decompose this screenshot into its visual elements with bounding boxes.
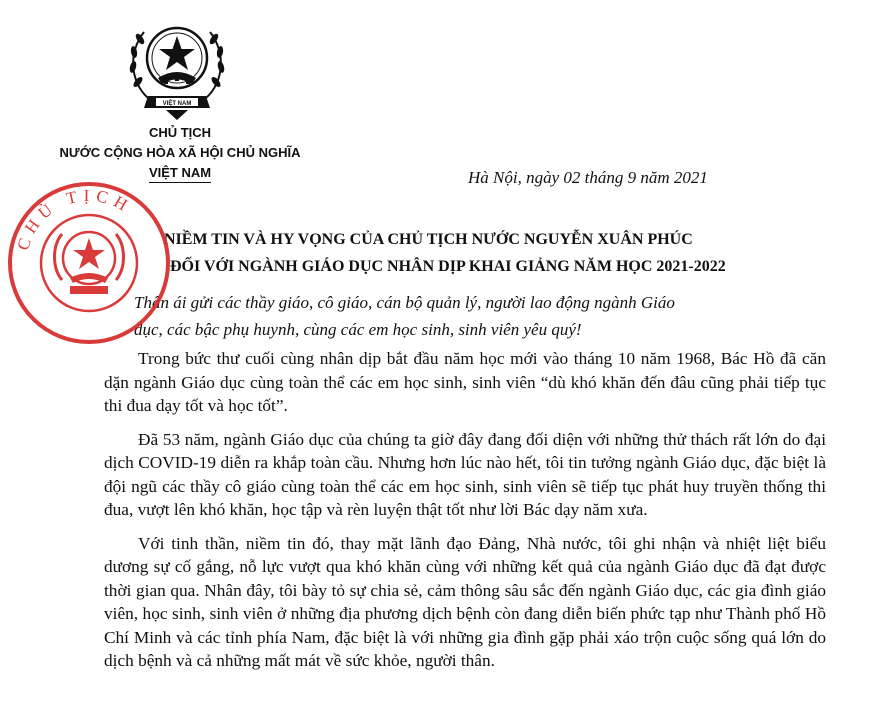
paragraph-1: Trong bức thư cuối cùng nhân dịp bắt đầu năm học mới vào tháng 10 năm 1968, Bác Hồ đã căn dặn ngành Giáo dục cùng toàn thể các em học sinh, sinh viên “dù khó khăn đến đâu cũng phải tiếp tục thi đua dạy tốt và học tốt”. bbox=[104, 349, 826, 415]
letter-body bbox=[104, 347, 826, 683]
greeting-line-1: Thân ái gửi các thầy giáo, cô giáo, cán bộ quản lý, người lao động ngành Giáo bbox=[134, 293, 675, 312]
seal-text: CHỦ TỊCH bbox=[13, 185, 136, 253]
issuer-line-3: VIỆT NAM bbox=[149, 164, 211, 183]
svg-text:CHỦ TỊCH bbox=[13, 186, 136, 253]
emblem-ribbon-text: VIỆT NAM bbox=[162, 101, 192, 107]
red-official-seal-icon bbox=[6, 180, 172, 346]
greeting-line-2: dục, các bậc phụ huynh, cùng các em học sinh, sinh viên yêu quý! bbox=[134, 320, 582, 339]
greeting bbox=[134, 289, 824, 343]
paragraph-2: Đã 53 năm, ngành Giáo dục của chúng ta giờ đây đang đối diện với những thử thách rất lớn do đại dịch COVID-19 diễn ra khắp toàn cầu. Nhưng hơn lúc nào hết, tôi tin tưởng ngành Giáo dục, đặc biệt là đội ngũ các thầy cô giáo cùng toàn thể các em học sinh, sinh viên sẽ tiếp tục phát huy truyền thống thi đua, vượt lên khó khăn, học tập và rèn luyện thật tốt như lời Bác dạy năm xưa. bbox=[104, 429, 826, 519]
title-line-2: ĐỐI VỚI NGÀNH GIÁO DỤC NHÂN DỊP KHAI GIẢNG NĂM HỌC 2021-2022 bbox=[170, 258, 726, 275]
issuer-line-1: CHỦ TỊCH bbox=[148, 125, 212, 140]
letter-title bbox=[164, 226, 814, 280]
issuer-heading bbox=[40, 123, 320, 183]
vietnam-national-emblem-icon bbox=[118, 12, 236, 124]
place-date: Hà Nội, ngày 02 tháng 9 năm 2021 bbox=[468, 168, 708, 187]
title-line-1: NIỀM TIN VÀ HY VỌNG CỦA CHỦ TỊCH NƯỚC NGUYỄN XUÂN PHÚC bbox=[164, 231, 693, 248]
issuer-line-2: NƯỚC CỘNG HÒA XÃ HỘI CHỦ NGHĨA bbox=[59, 145, 301, 160]
paragraph-3: Với tinh thần, niềm tin đó, thay mặt lãnh đạo Đảng, Nhà nước, tôi ghi nhận và nhiệt liệt biểu dương sự cố gắng, nỗ lực vượt qua khó khăn cùng với những kết quả của ngành Giáo dục đã đạt được thời gian qua. Nhân đây, tôi bày tỏ sự chia sẻ, cảm thông sâu sắc đến ngành Giáo dục, các gia đình giáo viên, học sinh, sinh viên ở những địa phương dịch bệnh còn đang diễn biến phức tạp như Thành phố Hồ Chí Minh và các tỉnh phía Nam, đặc biệt là với những gia đình gặp phải xáo trộn cuộc sống quá lớn do dịch bệnh và cả những mất mát về sức khỏe, người thân. bbox=[104, 533, 826, 670]
